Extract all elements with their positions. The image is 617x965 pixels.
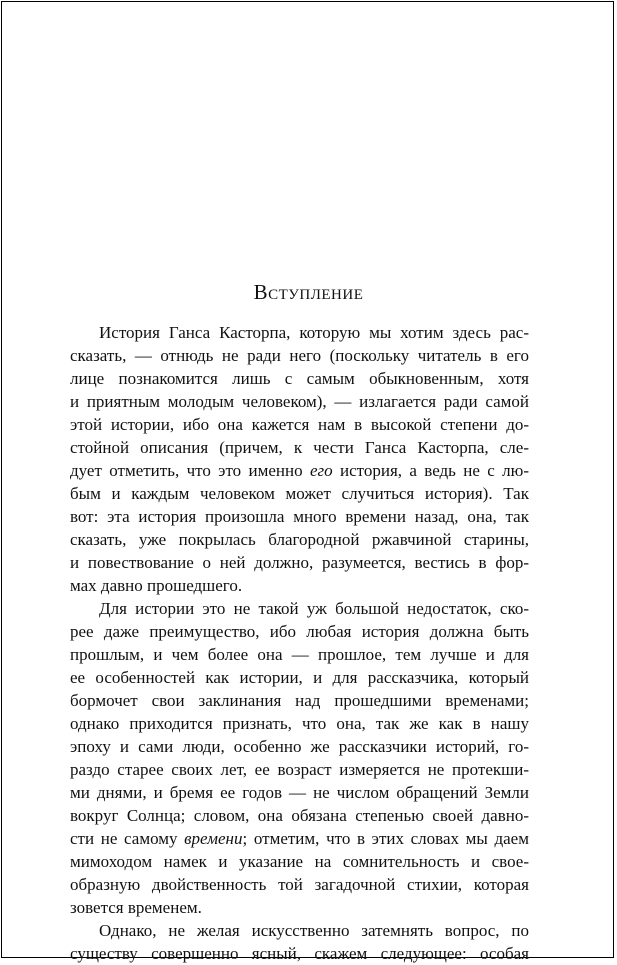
text-line xyxy=(70,827,529,850)
text-line xyxy=(70,781,529,804)
text-line xyxy=(70,390,529,413)
text-line xyxy=(70,850,529,873)
text-segment: рее даже преимущество, ибо любая история должна быть xyxy=(70,622,529,641)
text-segment: раздо старее своих лет, ее возраст измеряется не протекши- xyxy=(70,760,529,779)
text-segment: ми днями, и бремя ее годов — не числом обращений Земли xyxy=(70,783,529,802)
text-line xyxy=(70,344,529,367)
text-segment: этой истории, ибо она кажется нам в высокой степени до- xyxy=(70,415,529,434)
text-segment: сказать, — отнюдь не ради него (поскольку читатель в его xyxy=(70,346,529,365)
text-segment: ; отметим, что в этих словах мы даем xyxy=(242,829,529,848)
text-segment: однако приходится признать, что она, так же как в нашу xyxy=(70,714,529,733)
text-line xyxy=(70,666,529,689)
text-segment: образную двойственность той загадочной стихии, которая xyxy=(70,875,529,894)
text-line xyxy=(70,597,529,620)
text-line xyxy=(70,413,529,436)
text-line xyxy=(70,459,529,482)
text-segment: история, а ведь не с лю- xyxy=(332,461,529,480)
text-segment: мах давно прошедшего. xyxy=(70,576,243,595)
text-segment: История Ганса Касторпа, которую мы хотим здесь рас- xyxy=(99,323,529,342)
text-line xyxy=(70,896,529,919)
body-text xyxy=(70,321,529,965)
text-line xyxy=(70,643,529,666)
text-segment: вот: эта история произошла много времени назад, она, так xyxy=(70,507,529,526)
paragraph xyxy=(70,919,529,965)
emphasized-word: его xyxy=(309,461,333,480)
text-segment: и повествование о ней должно, разумеется, вестись в фор- xyxy=(70,553,529,572)
text-line xyxy=(70,689,529,712)
text-segment: бым и каждым человеком может случиться история). Так xyxy=(70,484,529,503)
text-line xyxy=(70,712,529,735)
chapter-title: Вступление xyxy=(253,280,364,304)
text-line xyxy=(70,436,529,459)
emphasized-word: времени xyxy=(184,829,243,848)
text-line xyxy=(70,505,529,528)
text-line xyxy=(70,574,529,597)
text-segment: существу совершенно ясный, скажем следующее: особая xyxy=(70,944,529,963)
text-line xyxy=(70,620,529,643)
text-line xyxy=(70,551,529,574)
text-line xyxy=(70,942,529,965)
text-segment: зовется временем. xyxy=(70,898,202,917)
text-line xyxy=(70,482,529,505)
text-segment: бормочет свои заклинания над прошедшими временами; xyxy=(70,691,529,710)
text-segment: дует отметить, что это именно xyxy=(70,461,310,480)
text-segment: мимоходом намек и указание на сомнительность и свое- xyxy=(70,852,529,871)
text-line xyxy=(70,367,529,390)
text-segment: эпоху и сами люди, особенно же рассказчики историй, го- xyxy=(70,737,529,756)
text-segment: прошлым, и чем более она — прошлое, тем лучше и для xyxy=(70,645,529,664)
paragraph xyxy=(70,321,529,597)
text-segment: вокруг Солнца; словом, она обязана степенью своей давно- xyxy=(70,806,529,825)
paragraph xyxy=(70,597,529,919)
text-segment: сти не самому xyxy=(70,829,185,848)
text-segment: сказать, уже покрылась благородной ржавчиной старины, xyxy=(70,530,529,549)
text-line xyxy=(70,758,529,781)
text-line xyxy=(70,873,529,896)
text-segment: стойной описания (причем, к чести Ганса Касторпа, сле- xyxy=(70,438,529,457)
text-line xyxy=(70,528,529,551)
text-segment: лице познакомится лишь с самым обыкновенным, хотя xyxy=(70,369,529,388)
text-line xyxy=(70,321,529,344)
text-line xyxy=(70,735,529,758)
text-line xyxy=(70,804,529,827)
text-segment: Однако, не желая искусственно затемнять вопрос, по xyxy=(99,921,529,940)
text-segment: Для истории это не такой уж большой недостаток, ско- xyxy=(99,599,529,618)
text-line xyxy=(70,919,529,942)
text-segment: и приятным молодым человеком), — излагается ради самой xyxy=(70,392,529,411)
text-segment: ее особенностей как истории, и для рассказчика, который xyxy=(70,668,529,687)
